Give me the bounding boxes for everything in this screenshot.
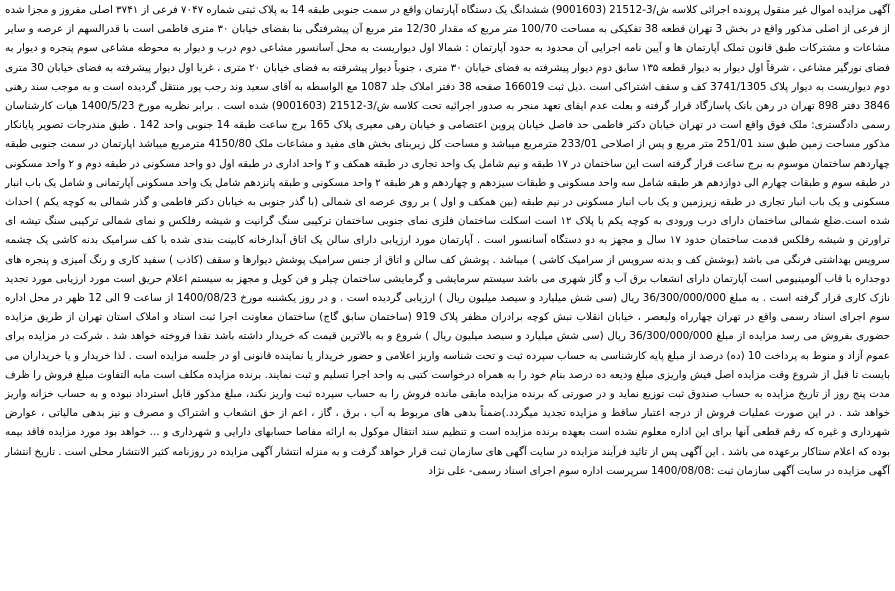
auction-notice-text: آگهی مزایده اموال غیر منقول پرونده اجرائی کلاسه ش/3-21512 (9001603) ششدانگ یک دستگاه آپارتمان واقع در سمت جنوبی طبقه 14 به پلاک ثبتی شماره ۷۰۴۷ فرعی از ۳۷۴۱ اصلی مفروز و مجزا شده از فرعی از اصلی مذکور واقع در بخش 3 تهران قطعه 38 تفکیکی به مساحت 100/70 متر مربع که مقدار 12/30 متر مربع آن پیشرفتگی بنا بفضای خیابان ۳۰ متری فاطمی است با قدرالسهم از عرصه و سایر مشاعات و مشترکات طبق قانون تملک آپارتمان ها و آیین نامه اجرایی آن محدود به حدود آپارتمان : شمالا اول دیواریست به محل آسانسور مشاعی دوم درب و دیوار به محوطه مشاعی سوم پنجره و دیوار به فضای نورگیر مشاعی ، شرقاً اول دیوار به دیوار قطعه ۱۳۵ سابق دوم دیوار پیشرفته به فضای خیابان ۳۰ متری ، جنوباً دیوار پیشرفته به فضای خیابان ۲۰ متری ، غربا اول دیوار پیشرفته به فضای خیابان 30 متری دوم دیواریست به دیوار پلاک 3741/1305 کف و سقف اشتراکی است .ذیل ثبت 166019 صفحه 38 دفتر املاک جلد 1087 مع الواسطه به آقای سعید وند رجب پور منتقل گردیده است و به موجب سند رهنی 3846 دفتر 898 تهران در رهن بانک پاسارگاد قرار گرفته و بعلت عدم ایفای تعهد منجر به صدور اجرائیه تحت کلاسه ش/3-21512 (9001603) شده است . برابر نظریه مورخ 1400/5/23 هیات کارشناسان رسمی دادگستری: ملک فوق واقع است در تهران خیابان دکتر فاطمی حد فاصل خیابان پروین اعتصامی و خیابان رهی معیری پلاک 165 برج ساعت طبقه 14 جنوبی واحد 142 . طبق مندرجات تصویر پایانکار مذکور مساحت زمین طبق سند 251/01 متر مربع و پس از اصلاحی 233/01 مترمربع میباشد و مساحت کل زیربنای بخش های مفید و مشاعات ملک 4150/80 مترمربع میباشد اپارتمان در سمت جنوبی طبقه چهاردهم ساختمان موسوم به برج ساعت قرار گرفته است این ساختمان در ۱۷ طبقه و نیم شامل یک واحد تجاری در طبقه همکف و ۲ واحد اداری در طبقه اول دو واحد مسکونی در طبقه دوم و ۲ واحد مسکونی در طبقه سوم و طبقات چهارم الی دوازدهم هر طبقه شامل سه واحد مسکونی و طبقات سیزدهم و چهاردهم و هر طبقه ۲ واحد مسکونی و طبقه پانزدهم شامل یک واحد مسکونی آپارتمانی و شامل یک باب انبار مسکونی و یک باب انبار تجاری در طبقه زیرزمین و یک باب انبار مسکونی در نیم طبقه (بین همکف و اول ) بر روی عرصه ای شمالی (با گذر جنوبی به خیابان دکتر فاطمی و گذر شمالی به کوچه یکم ) احداث شده است.ضلع شمالی ساختمان دارای درب ورودی به کوچه یکم با پلاک ۱۲ است اسکلت ساختمان فلزی نمای جنوبی ساختمان ترکیبی سنگ گرانیت و شیشه رفلکس و نمای شمالی ترکیبی سنگ تیشه ای تراورتن و شیشه رفلکس قدمت ساختمان حدود ۱۷ سال و مجهز به دو دستگاه آسانسور است . آپارتمان مورد ارزیابی دارای سالن یک اتاق آبدارخانه کابینت بندی شده با کف سرامیک بدنه کاشی یک چشمه سرویس بهداشتی فرنگی می باشد (بوشش کف و بدنه سرویس از سرامیک کاشی ) میباشد . پوشش کف سالن و اتاق از جنس سرامیک پوشش دیوارها و سقف (کاذب ) سفید کاری و رنگ آمیزی و پنجره های دوجداره با قاب آلومینیومی است آپارتمان دارای انشعاب برق آب و گاز شهری می باشد سیستم سرمایشی و گرمایشی ساختمان چیلر و فن کویل و مجهز به سیستم اعلام حریق است مورد ارزیابی مورد تجدید نازک کاری قرار گرفته است . به مبلغ 36/300/000/000 ریال (سی شش میلیارد و سیصد میلیون ریال ) ارزیابی گردیده است . و در روز یکشنبه مورخ 1400/08/23 از ساعت 9 الی 12 ظهر در محل اداره سوم اجرای اسناد رسمی واقع در تهران چهارراه ولیعصر ، خیابان انقلاب نبش کوچه برادران مظفر پلاک 919 (ساختمان سابق گاج) ساختمان معاونت اجرا ثبت اسناد و املاک استان تهران از طریق مزایده حضوری بفروش می رسد مزایده از مبلغ 36/300/000/000 ریال (سی شش میلیارد و سیصد میلیون ریال ) شروع و به بالاترین قیمت که خریدار داشته باشد نقدا فروخته خواهد شد . شرکت در مزایده برای عموم آزاد و منوط به پرداخت 10 (ده) درصد از مبلغ پایه کارشناسی به حساب سپرده ثبت و تحت شناسه واریز اعلامی و حضور خریدار یا نماینده قانونی او در جلسه مزایده است . لذا خریدار و یا خریداران می بایست تا قبل از شروع وقت مزایده اصل فیش واریزی مبلغ ودیعه ده درصد بنام خود را به همراه درخواست کتبی به واحد اجرا تسلیم و ثبت نمایند. برنده مزایده مکلف است مابه التفاوت مبلغ فروش را ظرف مدت پنج روز از تاریخ مزایده به حساب صندوق ثبت توزیع نماید و در صورتی که برنده مزایده مابقی مانده فروش را به حساب سپرده ثبت واریز نکند، مبلغ مذکور قابل استرداد نبوده و به حساب خزانه واریز خواهد شد . در این صورت عملیات فروش از درجه اعتبار ساقط و مزایده تجدید میگردد.)ضمناً بدهی های مربوط به آب ، برق ، گاز ، اعم از حق انشعاب و اشتراک و مصرف و نیز بدهی مالیاتی ، عوارض شهرداری و غیره که رقم قطعی آنها برای این اداره معلوم نشده است بعهده برنده مزایده است و تنظیم سند انتقال موکول به ارائه مفاصا حسابهای دارایی و شهرداری و ... خواهد بود مورد مزایده فاقد بیمه بوده که اعلام ستاکار برعهده می باشد . این آگهی پس از تائید فرآیند مزایده در سایت آگهی های سازمان ثبت قرار خواهد گرفت و به منزله انتشار آگهی مزایده در روزنامه کثیر الانتشار محلی است . تاریخ انتشار آگهی مزایده در سایت آگهی سازمان ثبت :1400/08/08 سرپرست اداره سوم اجرای اسناد رسمی- علی نژاد <box>5 4 891 477</box>
